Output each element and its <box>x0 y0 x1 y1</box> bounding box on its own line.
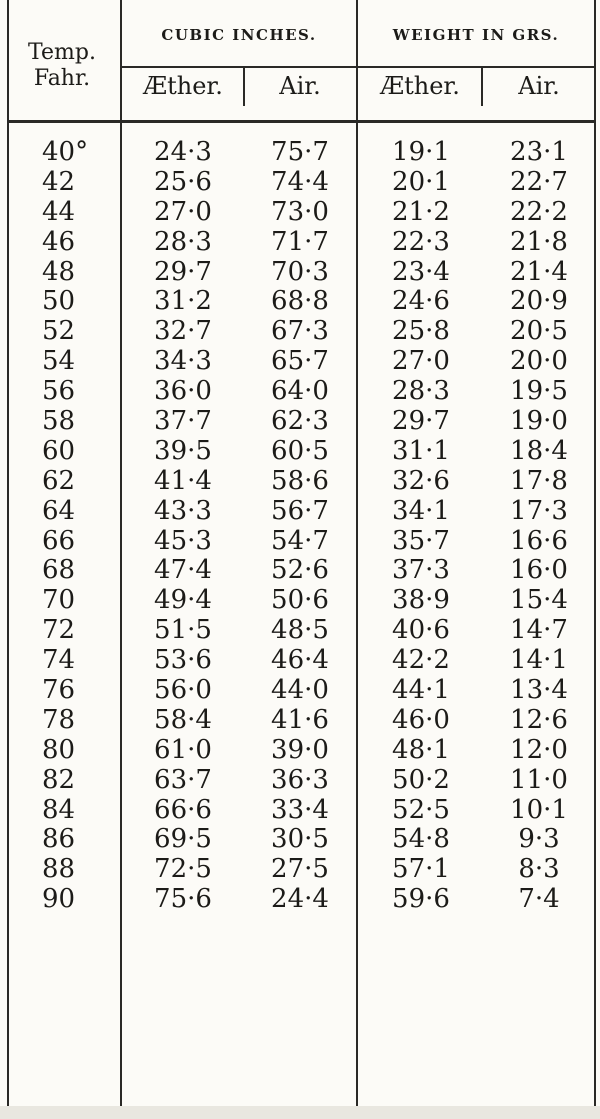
weight-ether-cell: 23·4 <box>392 256 450 287</box>
weight-ether-cell: 57·1 <box>392 854 450 885</box>
temp-cell: 50 <box>42 286 76 317</box>
table-row <box>0 227 600 257</box>
weight-air-cell: 14·7 <box>510 615 568 646</box>
cubic-ether-cell: 39·5 <box>154 435 212 466</box>
temp-cell: 84 <box>42 794 76 825</box>
temp-cell: 64 <box>42 495 76 526</box>
rule-under-cubic <box>122 66 356 68</box>
table-row <box>0 645 600 675</box>
cubic-air-cell: 48·5 <box>271 615 329 646</box>
cubic-ether-cell: 41·4 <box>154 465 212 496</box>
temp-cell: 80 <box>42 734 76 765</box>
temp-cell: 88 <box>42 854 76 885</box>
table-row <box>0 585 600 615</box>
cubic-air-cell: 60·5 <box>271 435 329 466</box>
cubic-ether-cell: 47·4 <box>154 555 212 586</box>
cubic-air-cell: 41·6 <box>271 704 329 735</box>
sub-header-ether-cubic: Æther. <box>143 72 223 100</box>
rule-sub-weight <box>481 68 483 106</box>
cubic-air-cell: 36·3 <box>271 764 329 795</box>
sub-header-ether-weight: Æther. <box>380 72 460 100</box>
weight-air-cell: 15·4 <box>510 585 568 616</box>
table-row <box>0 257 600 287</box>
cubic-air-cell: 44·0 <box>271 675 329 706</box>
cubic-ether-cell: 63·7 <box>154 764 212 795</box>
table-row <box>0 496 600 526</box>
table-row <box>0 675 600 705</box>
temp-cell: 46 <box>42 226 76 257</box>
cubic-air-cell: 24·4 <box>271 884 329 915</box>
cubic-air-cell: 71·7 <box>271 226 329 257</box>
temp-cell: 72 <box>42 615 76 646</box>
temp-cell: 60 <box>42 435 76 466</box>
temp-cell: 54 <box>42 346 76 377</box>
cubic-ether-cell: 31·2 <box>154 286 212 317</box>
weight-air-cell: 19·5 <box>510 376 568 407</box>
weight-air-cell: 21·8 <box>510 226 568 257</box>
table-row <box>0 137 600 167</box>
weight-air-cell: 20·5 <box>510 316 568 347</box>
cubic-air-cell: 50·6 <box>271 585 329 616</box>
rule-header-bottom <box>7 120 596 123</box>
cubic-air-cell: 68·8 <box>271 286 329 317</box>
weight-air-cell: 23·1 <box>510 137 568 167</box>
temp-cell: 76 <box>42 675 76 706</box>
temp-cell: 44 <box>42 196 76 227</box>
cubic-ether-cell: 56·0 <box>154 675 212 706</box>
table-row <box>0 795 600 825</box>
table-row <box>0 286 600 316</box>
weight-air-cell: 16·6 <box>510 525 568 556</box>
cubic-ether-cell: 27·0 <box>154 196 212 227</box>
weight-air-cell: 7·4 <box>518 884 560 915</box>
weight-ether-cell: 48·1 <box>392 734 450 765</box>
cubic-ether-cell: 28·3 <box>154 226 212 257</box>
cubic-air-cell: 58·6 <box>271 465 329 496</box>
weight-ether-cell: 50·2 <box>392 764 450 795</box>
weight-air-cell: 17·8 <box>510 465 568 496</box>
temp-cell: 86 <box>42 824 76 855</box>
weight-ether-cell: 35·7 <box>392 525 450 556</box>
cubic-ether-cell: 53·6 <box>154 645 212 676</box>
weight-air-cell: 14·1 <box>510 645 568 676</box>
cubic-air-cell: 46·4 <box>271 645 329 676</box>
weight-ether-cell: 44·1 <box>392 675 450 706</box>
weight-ether-cell: 59·6 <box>392 884 450 915</box>
weight-air-cell: 20·9 <box>510 286 568 317</box>
table-row <box>0 197 600 227</box>
table-row <box>0 167 600 197</box>
cubic-ether-cell: 75·6 <box>154 884 212 915</box>
table-row <box>0 765 600 795</box>
cubic-air-cell: 56·7 <box>271 495 329 526</box>
weight-ether-cell: 20·1 <box>392 166 450 197</box>
cubic-air-cell: 75·7 <box>271 137 329 167</box>
weight-air-cell: 19·0 <box>510 406 568 437</box>
weight-air-cell: 20·0 <box>510 346 568 377</box>
weight-air-cell: 12·0 <box>510 734 568 765</box>
cubic-ether-cell: 24·3 <box>154 137 212 167</box>
weight-air-cell: 12·6 <box>510 704 568 735</box>
temp-cell: 62 <box>42 465 76 496</box>
weight-ether-cell: 22·3 <box>392 226 450 257</box>
cubic-ether-cell: 72·5 <box>154 854 212 885</box>
sub-header-air-weight: Air. <box>518 72 560 100</box>
weight-ether-cell: 24·6 <box>392 286 450 317</box>
temp-cell: 48 <box>42 256 76 287</box>
table-row <box>0 824 600 854</box>
table-row <box>0 615 600 645</box>
weight-ether-cell: 27·0 <box>392 346 450 377</box>
cubic-air-cell: 65·7 <box>271 346 329 377</box>
weight-ether-cell: 31·1 <box>392 435 450 466</box>
cubic-air-cell: 52·6 <box>271 555 329 586</box>
cubic-ether-cell: 25·6 <box>154 166 212 197</box>
temp-cell: 82 <box>42 764 76 795</box>
weight-ether-cell: 38·9 <box>392 585 450 616</box>
temp-cell: 74 <box>42 645 76 676</box>
cubic-ether-cell: 29·7 <box>154 256 212 287</box>
cubic-air-cell: 67·3 <box>271 316 329 347</box>
table-body <box>0 137 600 914</box>
table-row <box>0 735 600 765</box>
cubic-ether-cell: 34·3 <box>154 346 212 377</box>
temp-cell: 56 <box>42 376 76 407</box>
table-row <box>0 705 600 735</box>
weight-ether-cell: 37·3 <box>392 555 450 586</box>
cubic-ether-cell: 58·4 <box>154 704 212 735</box>
weight-ether-cell: 54·8 <box>392 824 450 855</box>
weight-air-cell: 18·4 <box>510 435 568 466</box>
cubic-air-cell: 39·0 <box>271 734 329 765</box>
weight-ether-cell: 21·2 <box>392 196 450 227</box>
page-bottom-strip <box>0 1106 600 1119</box>
sub-header-air-cubic: Air. <box>279 72 321 100</box>
temp-cell: 58 <box>42 406 76 437</box>
temp-header <box>10 40 114 92</box>
weight-ether-cell: 28·3 <box>392 376 450 407</box>
cubic-ether-cell: 49·4 <box>154 585 212 616</box>
cubic-air-cell: 33·4 <box>271 794 329 825</box>
temp-header-line2: Fahr. <box>33 66 91 91</box>
temp-cell: 70 <box>42 585 76 616</box>
temp-cell: 52 <box>42 316 76 347</box>
table-row <box>0 316 600 346</box>
table-row <box>0 854 600 884</box>
temp-header-line1: Temp. <box>28 40 96 65</box>
rule-under-weight <box>358 66 594 68</box>
cubic-inches-header: CUBIC INCHES. <box>161 26 317 44</box>
table-row <box>0 526 600 556</box>
weight-header: WEIGHT IN GRS. <box>392 26 560 44</box>
weight-air-cell: 8·3 <box>518 854 560 885</box>
weight-ether-cell: 19·1 <box>392 137 450 167</box>
table-row <box>0 346 600 376</box>
cubic-ether-cell: 51·5 <box>154 615 212 646</box>
cubic-ether-cell: 32·7 <box>154 316 212 347</box>
temp-cell: 90 <box>42 884 76 915</box>
weight-ether-cell: 46·0 <box>392 704 450 735</box>
weight-ether-cell: 52·5 <box>392 794 450 825</box>
cubic-air-cell: 54·7 <box>271 525 329 556</box>
cubic-air-cell: 70·3 <box>271 256 329 287</box>
cubic-ether-cell: 66·6 <box>154 794 212 825</box>
weight-ether-cell: 42·2 <box>392 645 450 676</box>
temp-cell: 40° <box>42 137 89 167</box>
weight-ether-cell: 25·8 <box>392 316 450 347</box>
weight-air-cell: 10·1 <box>510 794 568 825</box>
cubic-ether-cell: 69·5 <box>154 824 212 855</box>
weight-air-cell: 9·3 <box>518 824 560 855</box>
cubic-ether-cell: 61·0 <box>154 734 212 765</box>
cubic-air-cell: 62·3 <box>271 406 329 437</box>
table-row <box>0 436 600 466</box>
temp-cell: 68 <box>42 555 76 586</box>
table-row <box>0 466 600 496</box>
table-row <box>0 555 600 585</box>
weight-air-cell: 22·7 <box>510 166 568 197</box>
temp-cell: 42 <box>42 166 76 197</box>
cubic-air-cell: 30·5 <box>271 824 329 855</box>
cubic-ether-cell: 37·7 <box>154 406 212 437</box>
temp-cell: 66 <box>42 525 76 556</box>
weight-air-cell: 11·0 <box>510 764 568 795</box>
weight-air-cell: 16·0 <box>510 555 568 586</box>
weight-ether-cell: 40·6 <box>392 615 450 646</box>
cubic-air-cell: 27·5 <box>271 854 329 885</box>
weight-air-cell: 22·2 <box>510 196 568 227</box>
cubic-ether-cell: 43·3 <box>154 495 212 526</box>
weight-air-cell: 17·3 <box>510 495 568 526</box>
cubic-air-cell: 73·0 <box>271 196 329 227</box>
table-row <box>0 406 600 436</box>
weight-air-cell: 21·4 <box>510 256 568 287</box>
cubic-air-cell: 64·0 <box>271 376 329 407</box>
table-row <box>0 884 600 914</box>
cubic-ether-cell: 45·3 <box>154 525 212 556</box>
weight-ether-cell: 34·1 <box>392 495 450 526</box>
weight-air-cell: 13·4 <box>510 675 568 706</box>
weight-ether-cell: 29·7 <box>392 406 450 437</box>
table-row <box>0 376 600 406</box>
cubic-ether-cell: 36·0 <box>154 376 212 407</box>
temp-cell: 78 <box>42 704 76 735</box>
weight-ether-cell: 32·6 <box>392 465 450 496</box>
cubic-air-cell: 74·4 <box>271 166 329 197</box>
